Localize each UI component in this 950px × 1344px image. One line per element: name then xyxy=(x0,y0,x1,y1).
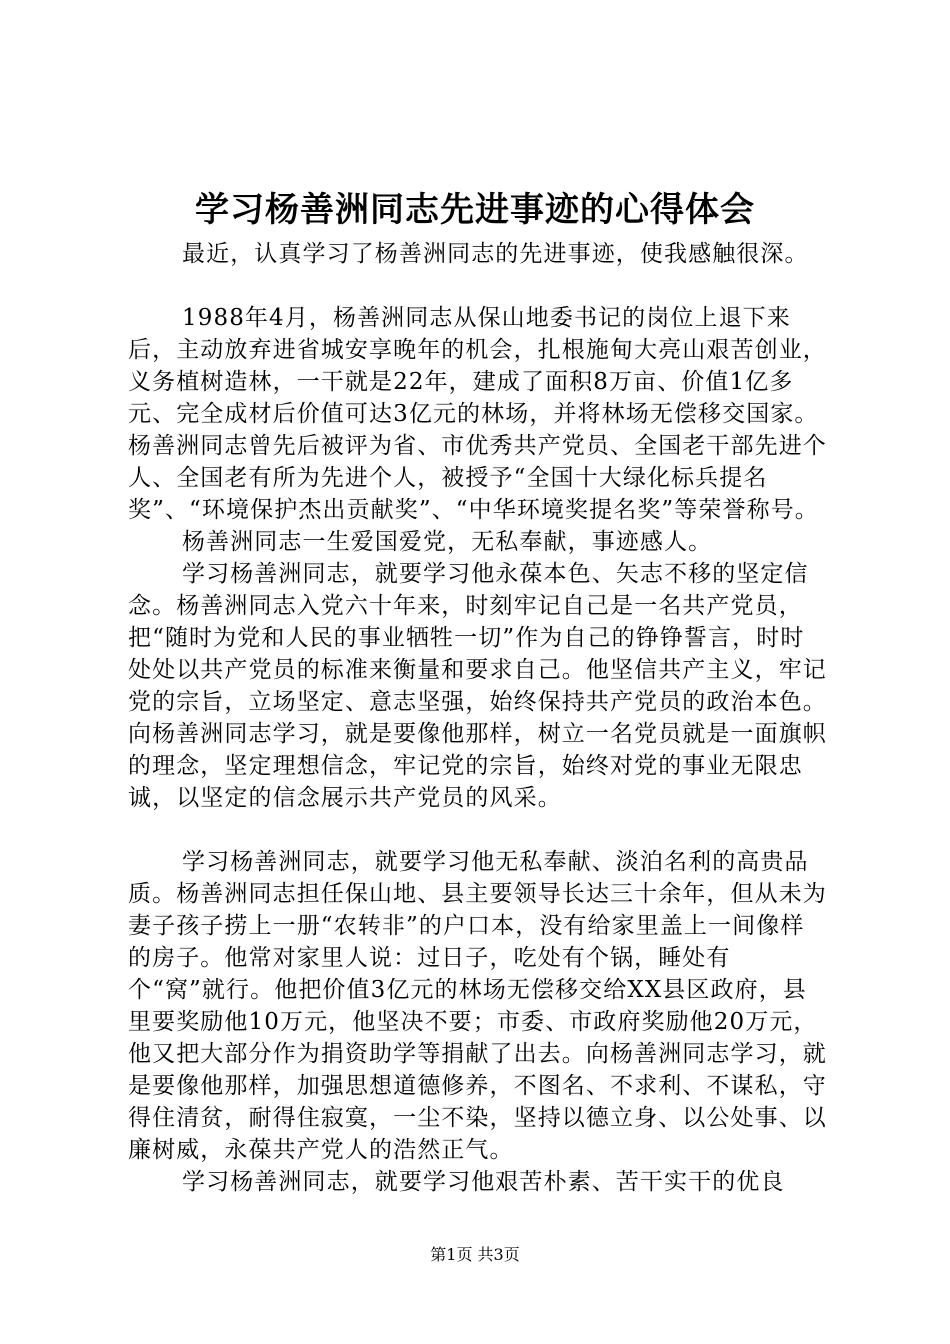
paragraph-background: 1988年4月，杨善洲同志从保山地委书记的岗位上退下来后，主动放弃进省城安享晚年的机会，扎根施甸大亮山艰苦创业，义务植树造林，一干就是22年，建成了面积8万亩、价值1亿多元、完全成材后价值可达3亿元的林场，并将林场无偿移交国家。杨善洲同志曾先后被评为省、市优秀共产党员、全国老干部先进个人、全国老有所为先进个人，被授予“全国十大绿化标兵提名奖”、“环境保护杰出贡献奖”、“中华环境奖提名奖”等荣誉称号。 xyxy=(128,305,827,523)
paragraph-belief: 学习杨善洲同志，就要学习他永葆本色、矢志不移的坚定信念。杨善洲同志入党六十年来，时刻牢记自己是一名共产党员，把“随时为党和人民的事业牺牲一切”作为自己的铮铮誓言，时时处处以共产党员的标准来衡量和要求自己。他坚信共产主义，牢记党的宗旨，立场坚定、意志坚强，始终保持共产党员的政治本色。向杨善洲同志学习，就是要像他那样，树立一名党员就是一面旗帜的理念，坚定理想信念，牢记党的宗旨，始终对党的事业无限忠诚，以坚定的信念展示共产党员的风采。 xyxy=(128,561,827,811)
paragraph-dedication: 学习杨善洲同志，就要学习他无私奉献、淡泊名利的高贵品质。杨善洲同志担任保山地、县主要领导长达三十余年，但从未为妻子孩子捞上一册“农转非”的户口本，没有给家里盖上一间像样的房子。他常对家里人说：过日子，吃处有个锅，睡处有个“窝”就行。他把价值3亿元的林场无偿移交给XX县区政府，县里要奖励他10万元，他坚决不要；市委、市政府奖励他20万元，他又把大部分作为捐资助学等捐献了出去。向杨善洲同志学习，就是要像他那样，加强思想道德修养，不图名、不求利、不谋私，守得住清贫，耐得住寂寞，一尘不染，坚持以德立身、以公处事、以廉树威，永葆共产党人的浩然正气。 xyxy=(128,849,827,1163)
page-footer: 第1页 共3页 xyxy=(430,1245,520,1264)
document-body xyxy=(128,238,828,1198)
paragraph-intro: 最近，认真学习了杨善洲同志的先进事迹，使我感触很深。 xyxy=(182,241,809,267)
document-title: 学习杨善洲同志先进事迹的心得体会 xyxy=(195,190,755,230)
paragraph-summary: 杨善洲同志一生爱国爱党，无私奉献，事迹感人。 xyxy=(182,529,713,555)
paragraph-gap xyxy=(128,270,828,302)
paragraph-hardwork: 学习杨善洲同志，就要学习他艰苦朴素、苦干实干的优良 xyxy=(182,1169,785,1195)
paragraph-gap xyxy=(128,814,828,846)
